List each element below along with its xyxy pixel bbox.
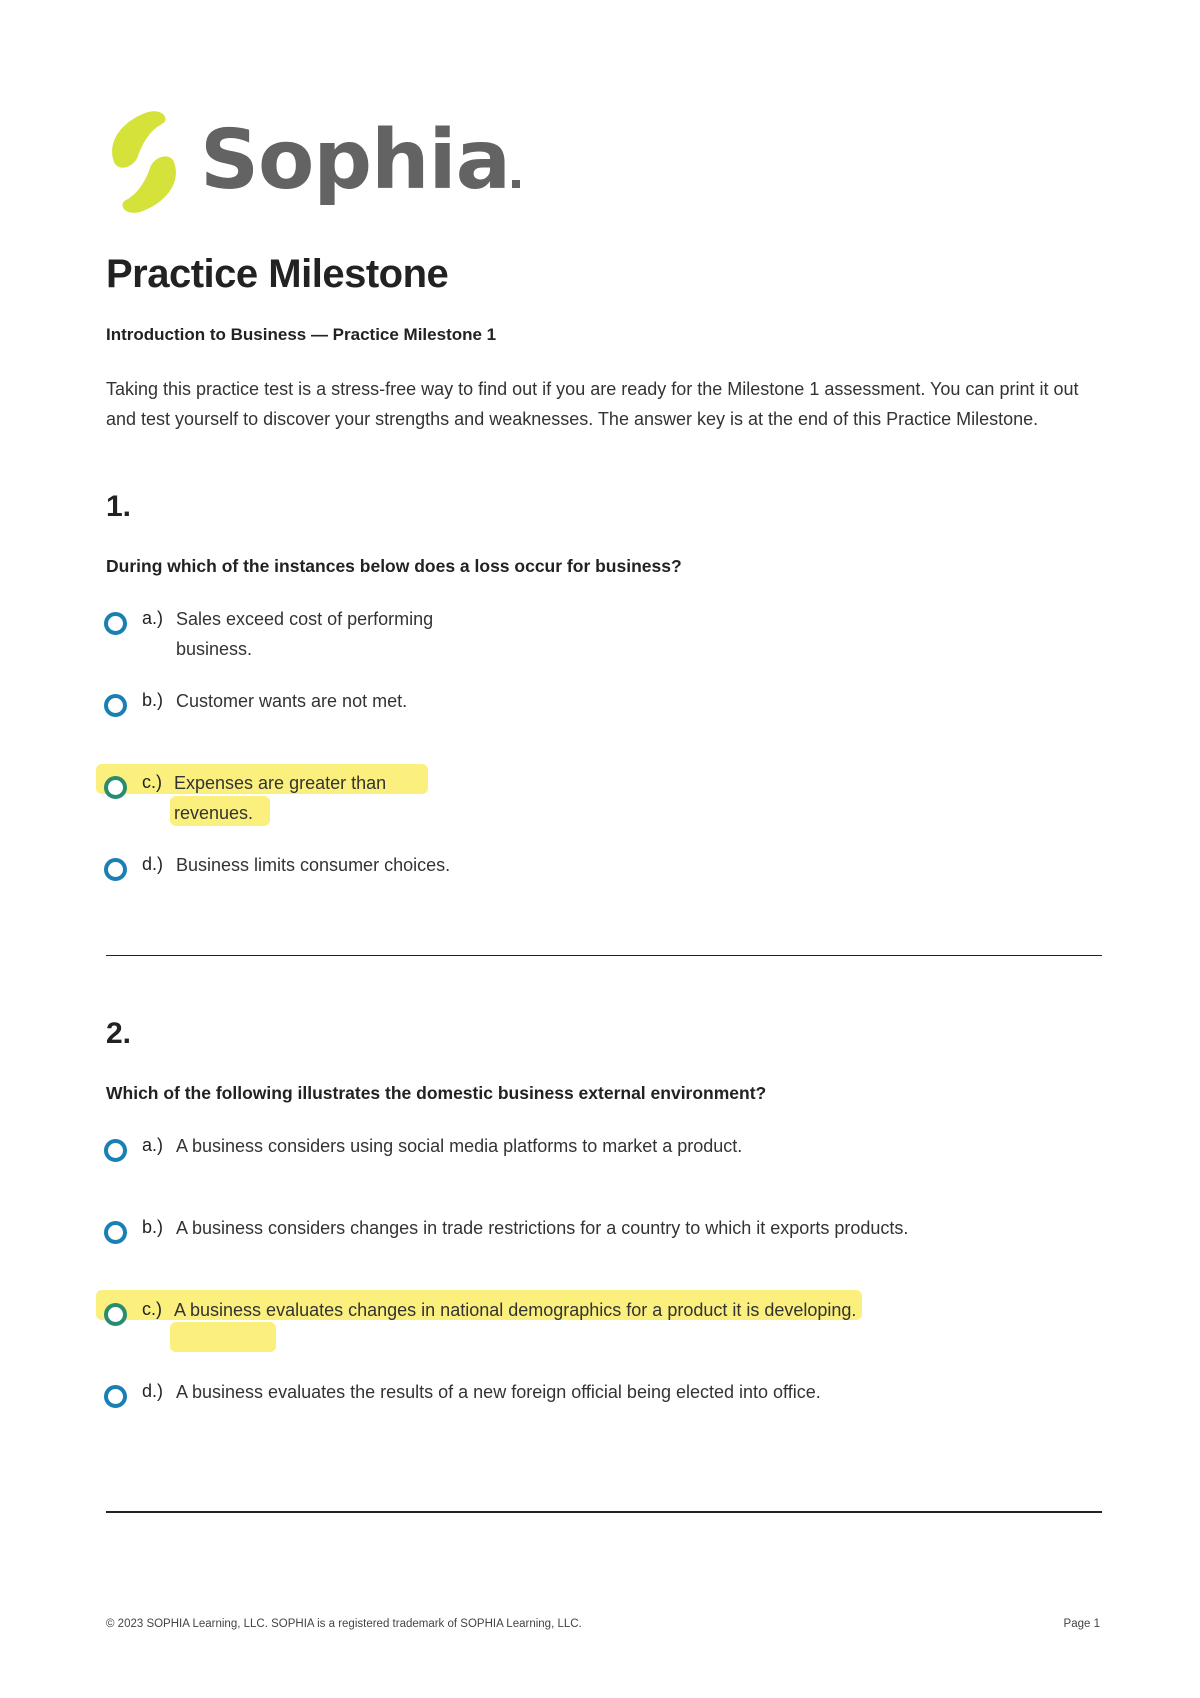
answer-option-d[interactable] bbox=[104, 1381, 984, 1441]
divider bbox=[106, 955, 1102, 956]
option-text: Business limits consumer choices. bbox=[176, 855, 451, 875]
option-text: A business considers changes in trade restrictions for a country to which it exports products. bbox=[176, 1218, 909, 1238]
option-letter: b.) bbox=[142, 1217, 164, 1237]
sophia-wordmark: Sophia bbox=[200, 106, 520, 216]
page-subtitle: Introduction to Business — Practice Milestone 1 bbox=[106, 325, 497, 344]
radio-icon[interactable] bbox=[104, 694, 127, 717]
option-letter: d.) bbox=[142, 854, 164, 874]
sophia-mark-icon bbox=[104, 110, 184, 214]
option-text: A business evaluates the results of a new foreign official being elected into office. bbox=[176, 1382, 821, 1402]
answer-option-b[interactable] bbox=[104, 1217, 984, 1277]
answer-option-a[interactable] bbox=[104, 1135, 804, 1195]
answer-option-a[interactable] bbox=[104, 608, 524, 668]
page-number: Page 1 bbox=[1063, 1618, 1100, 1630]
option-letter: c.) bbox=[142, 1299, 162, 1319]
radio-icon[interactable] bbox=[104, 1221, 127, 1244]
answer-option-d[interactable] bbox=[104, 854, 624, 914]
option-text: A business considers using social media platforms to market a product. bbox=[176, 1136, 743, 1156]
answer-option-c[interactable] bbox=[104, 1299, 984, 1359]
option-letter: a.) bbox=[142, 1135, 164, 1155]
option-letter: c.) bbox=[142, 772, 162, 792]
copyright-footer: © 2023 SOPHIA Learning, LLC. SOPHIA is a registered trademark of SOPHIA Learning, LLC. bbox=[106, 1618, 582, 1630]
radio-selected-icon[interactable] bbox=[104, 776, 127, 799]
radio-selected-icon[interactable] bbox=[104, 1303, 127, 1326]
question-number: 2. bbox=[106, 1017, 132, 1050]
question-text: Which of the following illustrates the domestic business external environment? bbox=[106, 1083, 767, 1103]
option-letter: a.) bbox=[142, 608, 164, 628]
page-title: Practice Milestone bbox=[106, 252, 449, 296]
sophia-logo bbox=[104, 110, 524, 220]
answer-option-b[interactable] bbox=[104, 690, 524, 750]
radio-icon[interactable] bbox=[104, 1385, 127, 1408]
option-text: A business evaluates changes in national demographics for a product it is developing. bbox=[174, 1300, 857, 1320]
option-text: Customer wants are not met. bbox=[176, 691, 408, 711]
option-letter: d.) bbox=[142, 1381, 164, 1401]
radio-icon[interactable] bbox=[104, 612, 127, 635]
intro-paragraph: Taking this practice test is a stress-free way to find out if you are ready for the Milestone 1 assessment. You can print it out and test yourself to discover your strengths and weaknesses. The answer key is at the end of this Practice Milestone. bbox=[106, 379, 1079, 429]
question-number: 1. bbox=[106, 490, 132, 523]
question-text: During which of the instances below does a loss occur for business? bbox=[106, 556, 682, 576]
option-letter: b.) bbox=[142, 690, 164, 710]
divider bbox=[106, 1511, 1102, 1513]
option-text: Expenses are greater than revenues. bbox=[174, 773, 387, 823]
option-text: Sales exceed cost of performing business. bbox=[176, 609, 434, 659]
radio-icon[interactable] bbox=[104, 858, 127, 881]
radio-icon[interactable] bbox=[104, 1139, 127, 1162]
answer-option-c[interactable] bbox=[104, 772, 524, 832]
